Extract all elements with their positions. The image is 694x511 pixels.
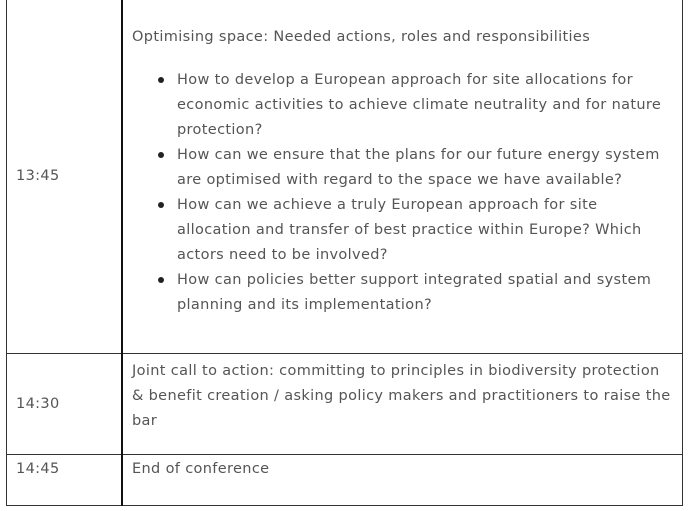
list-item: [177, 193, 674, 268]
question-list: [132, 68, 674, 318]
question-text: How can we achieve a truly European approach for site allocation and transfer of best practice within Europe? Which actors need to be involved?: [177, 197, 642, 263]
bullet-icon: [158, 77, 164, 83]
session-cell: [122, 0, 683, 354]
agenda-row: [7, 354, 683, 455]
bullet-icon: [158, 202, 164, 208]
bullet-icon: [158, 152, 164, 158]
session-title: Joint call to action: committing to principles in biodiversity protection & benefit creation / asking policy makers and practitioners to raise the bar: [132, 363, 671, 429]
agenda-table: [6, 0, 683, 506]
bullet-icon: [158, 277, 164, 283]
agenda-row: [7, 455, 683, 506]
session-title: End of conference: [132, 461, 270, 477]
agenda-row: [7, 0, 683, 354]
list-item: [177, 268, 674, 318]
session-title: Optimising space: Needed actions, roles and responsibilities: [132, 29, 591, 45]
question-text: How can policies better support integrated spatial and system planning and its implementation?: [177, 272, 652, 313]
question-text: How to develop a European approach for site allocations for economic activities to achieve climate neutrality and for nature protection?: [177, 72, 662, 138]
session-cell: [122, 354, 683, 455]
question-text: How can we ensure that the plans for our future energy system are optimised with regard to the space we have available?: [177, 147, 660, 188]
session-cell: [122, 455, 683, 506]
list-item: [177, 143, 674, 193]
time-cell: 13:45: [7, 0, 123, 354]
list-item: [177, 68, 674, 143]
time-cell: 14:30: [7, 354, 123, 455]
time-cell: 14:45: [7, 455, 123, 506]
